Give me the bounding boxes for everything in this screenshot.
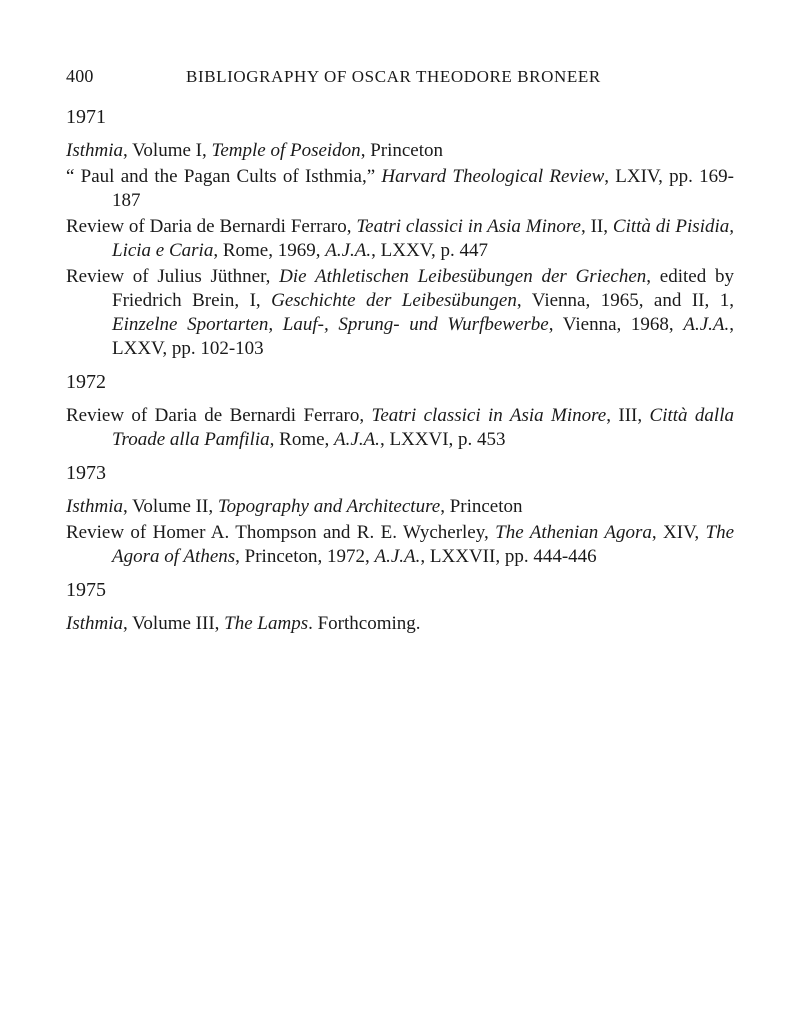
bibliography-entry	[66, 521, 734, 569]
entry-text: , Volume II,	[123, 496, 218, 517]
entry-text: , LXXVI, p. 453	[379, 429, 506, 450]
bibliography-entry	[66, 404, 734, 452]
entry-title-text: Isthmia	[66, 496, 123, 517]
bibliography-entry	[66, 215, 734, 263]
year-heading: 1973	[66, 462, 106, 484]
entry-text: , II,	[580, 216, 613, 237]
bibliography-page	[66, 66, 734, 640]
entry-text: , Vienna, 1968,	[548, 314, 684, 335]
running-title: BIBLIOGRAPHY OF OSCAR THEODORE BRONEER	[186, 67, 601, 86]
entry-title-text: Geschichte der Leibesübungen	[271, 290, 517, 311]
entry-title-text: A.J.A.	[334, 429, 380, 450]
bibliography-entry	[66, 265, 734, 361]
page-number: 400	[66, 66, 94, 86]
entry-title-text: Isthmia	[66, 613, 123, 634]
entry-title-text: Città dalla Troade alla Pamfilia	[112, 405, 734, 450]
entry-text: , Princeton	[440, 496, 523, 517]
entry-text: “ Paul and the Pagan Cults of Isthmia,”	[66, 166, 382, 187]
year-section	[66, 461, 734, 569]
entry-title-text: Temple of Poseidon	[211, 140, 361, 161]
bibliography-entry	[66, 495, 734, 519]
entry-text: , LXXVII, pp. 444-446	[420, 546, 597, 567]
year-section	[66, 370, 734, 452]
year-section	[66, 105, 734, 361]
entry-text: , edited by Friedrich Brein, I,	[112, 266, 734, 311]
bibliography-entry	[66, 165, 734, 213]
entry-title-text: Città di Pisidia, Licia e Caria	[112, 216, 735, 261]
entry-title-text: Topography and Architecture	[217, 496, 441, 517]
entry-title-text: Einzelne Sportarten, Lauf-, Sprung- und Wurfbewerbe	[112, 314, 549, 335]
entry-title-text: A.J.A.	[683, 314, 730, 335]
entry-text: , Volume III,	[123, 613, 225, 634]
entry-title-text: The Athenian Agora	[495, 522, 652, 543]
bibliography-entry	[66, 139, 734, 163]
entry-text: , Princeton	[360, 140, 444, 161]
entry-title-text: The Lamps	[224, 613, 309, 634]
year-heading: 1972	[66, 371, 106, 393]
entry-title-text: Die Athletischen Leibesübungen der Griechen	[279, 266, 647, 287]
entry-text: , Princeton, 1972,	[235, 546, 375, 567]
entry-text: , LXXV, pp. 102-103	[112, 314, 734, 359]
entry-title-text: A.J.A.	[374, 546, 421, 567]
entry-text: , LXIV, pp. 169-187	[112, 166, 734, 211]
bibliography-entry	[66, 612, 734, 636]
year-heading: 1971	[66, 106, 106, 128]
entry-text: , III,	[606, 405, 650, 426]
entry-text: , Vienna, 1965, and II, 1,	[516, 290, 734, 311]
year-section	[66, 578, 734, 636]
entry-text: , XIV,	[651, 522, 706, 543]
running-header	[66, 66, 734, 96]
entry-title-text: Harvard Theological Review	[381, 166, 605, 187]
bibliography-list	[66, 105, 734, 636]
entry-text: Review of Homer A. Thompson and R. E. Wycherley,	[66, 522, 496, 543]
entry-title-text: Isthmia	[66, 140, 123, 161]
year-heading: 1975	[66, 579, 106, 601]
entry-text: . Forthcoming.	[308, 613, 421, 634]
entry-title-text: Teatri classici in Asia Minore	[371, 405, 607, 426]
entry-text: Review of Daria de Bernardi Ferraro,	[66, 216, 357, 237]
entry-title-text: A.J.A.	[325, 240, 372, 261]
entry-text: , LXXV, p. 447	[371, 240, 488, 261]
entry-text: Review of Daria de Bernardi Ferraro,	[66, 405, 372, 426]
entry-text: , Volume I,	[123, 140, 212, 161]
entry-text: Review of Julius Jüthner,	[66, 266, 280, 287]
entry-title-text: The Agora of Athens	[112, 522, 734, 567]
entry-text: , Rome,	[269, 429, 335, 450]
entry-title-text: Teatri classici in Asia Minore	[356, 216, 581, 237]
entry-text: , Rome, 1969,	[213, 240, 326, 261]
